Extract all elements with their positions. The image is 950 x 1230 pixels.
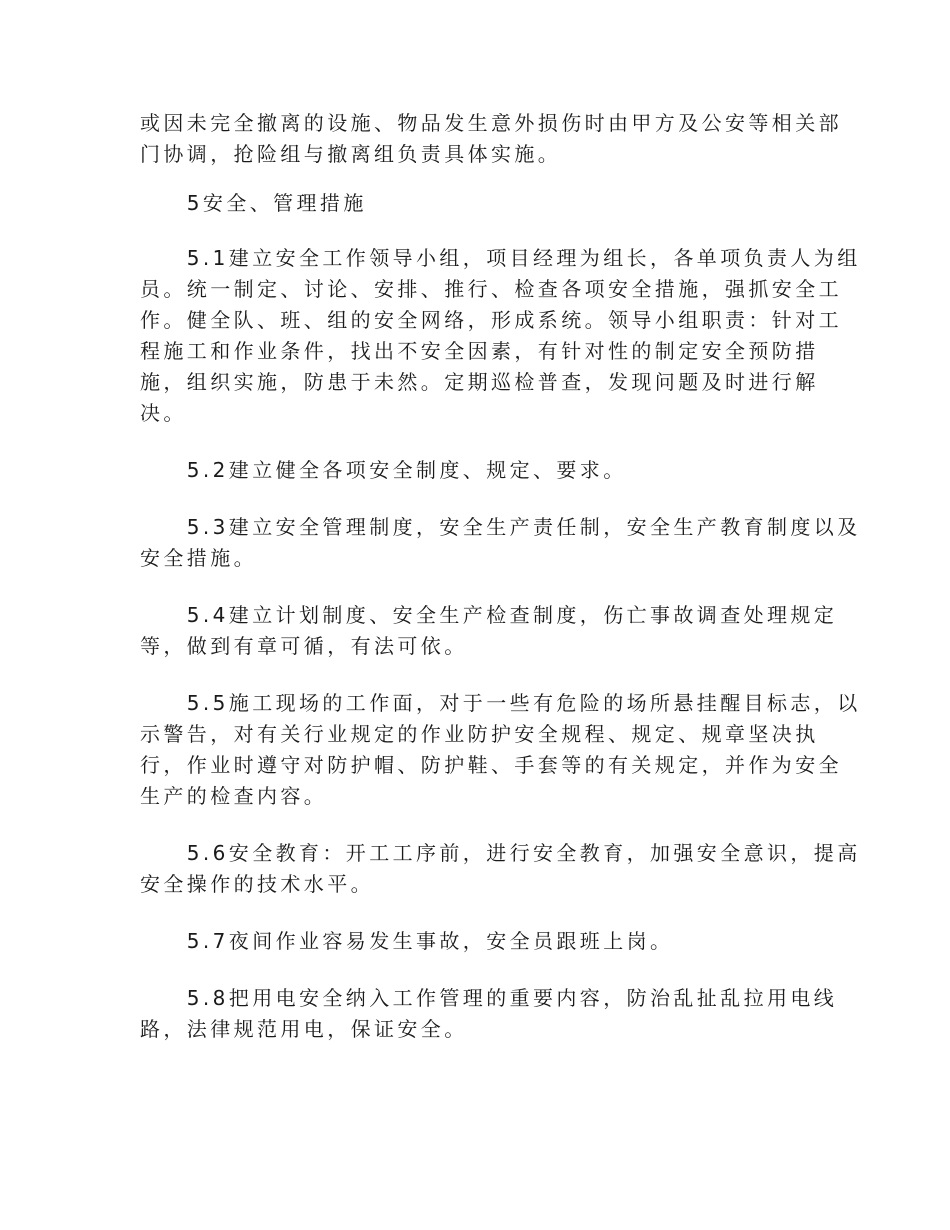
- text-line: 施，组织实施，防患于未然。定期巡检普查，发现问题及时进行解: [140, 370, 819, 394]
- section-title: 5安全、管理措施: [140, 191, 367, 215]
- paragraph-5-8: [140, 983, 838, 1045]
- section-heading-5: [140, 188, 812, 219]
- paragraph-evacuation-coordination: [140, 108, 842, 170]
- paragraph-5-4: [140, 600, 838, 662]
- text-line: 5.8把用电安全纳入工作管理的重要内容，防治乱扯乱拉用电线: [140, 986, 838, 1010]
- text-line: 决。: [140, 401, 187, 425]
- text-line: 行，作业时遵守对防护帽、防护鞋、手套等的有关规定，并作为安全: [140, 753, 842, 777]
- text-line: 示警告，对有关行业规定的作业防护安全规程、规定、规章坚决执: [140, 722, 819, 746]
- text-line: 5.2建立健全各项安全制度、规定、要求。: [140, 458, 627, 482]
- paragraph-5-7: [140, 926, 812, 957]
- document-body: [140, 108, 861, 1045]
- text-line: 安全措施。: [140, 546, 257, 570]
- paragraph-5-5: [140, 688, 861, 812]
- text-line: 员。统一制定、讨论、安排、推行、检查各项安全措施，强抓安全工: [140, 277, 842, 301]
- paragraph-5-2: [140, 455, 812, 486]
- paragraph-5-6: [140, 838, 861, 900]
- text-line: 或因未完全撤离的设施、物品发生意外损伤时由甲方及公安等相关部: [140, 111, 842, 135]
- paragraph-5-1: [140, 243, 861, 429]
- text-line: 5.5施工现场的工作面，对于一些有危险的场所悬挂醒目标志，以: [140, 691, 861, 715]
- text-line: 安全操作的技术水平。: [140, 872, 374, 896]
- text-line: 作。健全队、班、组的安全网络，形成系统。领导小组职责：针对工: [140, 308, 842, 332]
- text-line: 门协调，抢险组与撤离组负责具体实施。: [140, 142, 562, 166]
- text-line: 5.4建立计划制度、安全生产检查制度，伤亡事故调查处理规定: [140, 603, 838, 627]
- text-line: 路，法律规范用电，保证安全。: [140, 1017, 468, 1041]
- paragraph-5-3: [140, 512, 861, 574]
- text-line: 5.7夜间作业容易发生事故，安全员跟班上岗。: [140, 929, 674, 953]
- text-line: 5.3建立安全管理制度，安全生产责任制，安全生产教育制度以及: [140, 515, 861, 539]
- text-line: 程施工和作业条件，找出不安全因素，有针对性的制定安全预防措: [140, 339, 819, 363]
- text-line: 生产的检查内容。: [140, 784, 328, 808]
- text-line: 等，做到有章可循，有法可依。: [140, 634, 468, 658]
- text-line: 5.1建立安全工作领导小组，项目经理为组长，各单项负责人为组: [140, 246, 861, 270]
- text-line: 5.6安全教育：开工工序前，进行安全教育，加强安全意识，提高: [140, 841, 861, 865]
